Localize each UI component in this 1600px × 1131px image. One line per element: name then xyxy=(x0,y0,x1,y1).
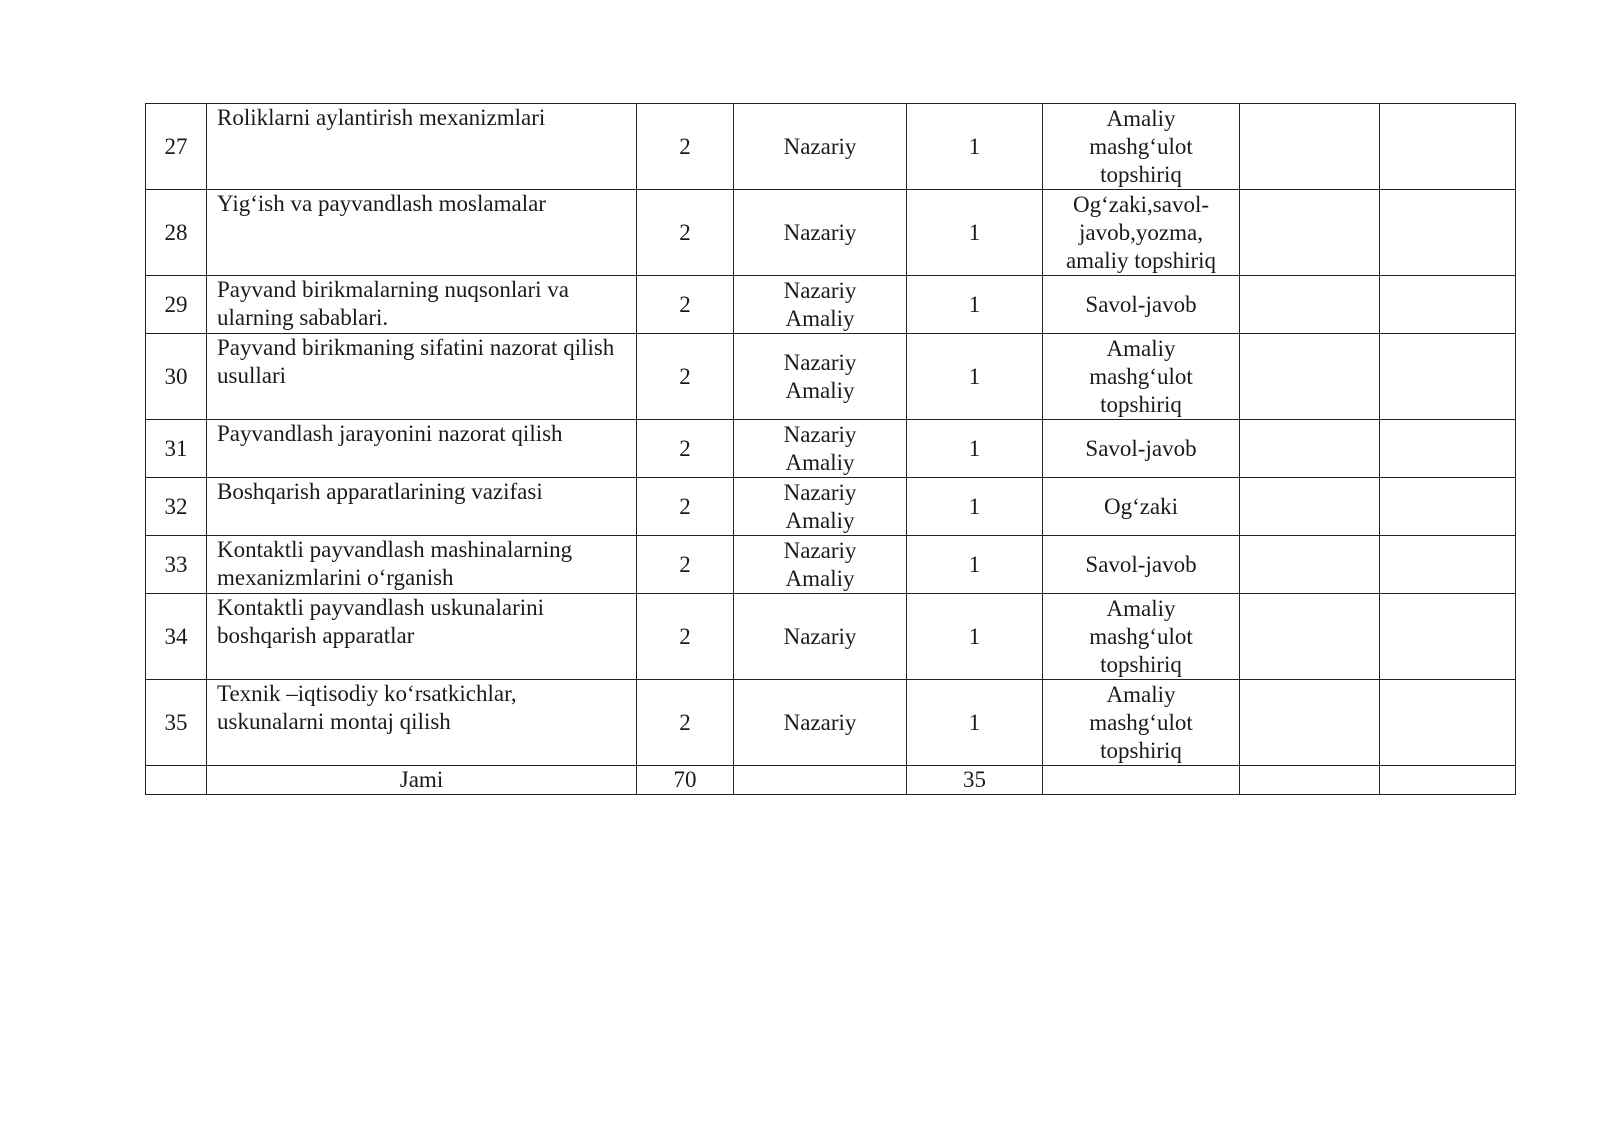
lesson-type-line: Amaliy xyxy=(785,449,855,475)
lesson-type-cell xyxy=(734,536,907,594)
empty-cell-8 xyxy=(1380,478,1516,536)
assessment-line: Amaliy xyxy=(1106,105,1176,131)
table-row xyxy=(146,334,1516,420)
hours-cell: 2 xyxy=(637,478,734,536)
empty-cell-8 xyxy=(1380,536,1516,594)
lesson-type-cell xyxy=(734,190,907,276)
assessment-line: Og‘zaki,savol- xyxy=(1072,191,1210,217)
assessment-line: topshiriq xyxy=(1100,391,1182,417)
independent-hours-cell: 1 xyxy=(907,594,1043,680)
table-row xyxy=(146,594,1516,680)
lesson-type-line: Nazariy xyxy=(783,537,857,563)
assessment-cell xyxy=(1043,536,1240,594)
topic-cell: Payvand birikmaning sifatini nazorat qilish usullari xyxy=(207,334,637,420)
lesson-type-line: Nazariy xyxy=(783,709,857,735)
table-row xyxy=(146,276,1516,334)
assessment-cell xyxy=(1043,680,1240,766)
lesson-type-cell xyxy=(734,680,907,766)
row-number-cell: 29 xyxy=(146,276,207,334)
assessment-line: mashg‘ulot xyxy=(1089,623,1193,649)
lesson-type-cell xyxy=(734,420,907,478)
topic-cell: Payvand birikmalarning nuqsonlari va ularning sabablari. xyxy=(207,276,637,334)
assessment-cell xyxy=(1043,420,1240,478)
assessment-line: topshiriq xyxy=(1100,737,1182,763)
table-body xyxy=(146,104,1516,795)
empty-cell-8 xyxy=(1380,680,1516,766)
assessment-line: Amaliy xyxy=(1106,335,1176,361)
assessment-cell xyxy=(1043,478,1240,536)
lesson-type-cell xyxy=(734,594,907,680)
topic-cell: Texnik –iqtisodiy ko‘rsatkichlar, uskunalarni montaj qilish xyxy=(207,680,637,766)
hours-cell: 2 xyxy=(637,190,734,276)
topic-cell: Kontaktli payvandlash mashinalarning mexanizmlarini o‘rganish xyxy=(207,536,637,594)
lesson-type-cell xyxy=(734,478,907,536)
assessment-cell xyxy=(1043,594,1240,680)
empty-cell-7 xyxy=(1240,536,1380,594)
lesson-type-line: Nazariy xyxy=(783,277,857,303)
topic-cell: Boshqarish apparatlarining vazifasi xyxy=(207,478,637,536)
lesson-type-line: Nazariy xyxy=(783,623,857,649)
empty-cell-8 xyxy=(1380,276,1516,334)
assessment-line: Savol-javob xyxy=(1085,551,1197,577)
topic-cell: Kontaktli payvandlash uskunalarini boshqarish apparatlar xyxy=(207,594,637,680)
table-row xyxy=(146,104,1516,190)
empty-cell-7 xyxy=(1240,276,1380,334)
empty-cell-8 xyxy=(1380,334,1516,420)
assessment-line: Amaliy xyxy=(1106,595,1176,621)
row-number-cell: 30 xyxy=(146,334,207,420)
lesson-type-line: Nazariy xyxy=(783,479,857,505)
total-independent-cell: 35 xyxy=(907,766,1043,795)
total-empty-cell xyxy=(146,766,207,795)
independent-hours-cell: 1 xyxy=(907,680,1043,766)
independent-hours-cell: 1 xyxy=(907,478,1043,536)
hours-cell: 2 xyxy=(637,536,734,594)
independent-hours-cell: 1 xyxy=(907,276,1043,334)
total-row xyxy=(146,766,1516,795)
assessment-line: mashg‘ulot xyxy=(1089,709,1193,735)
total-empty-cell xyxy=(734,766,907,795)
lesson-type-cell xyxy=(734,334,907,420)
empty-cell-7 xyxy=(1240,594,1380,680)
lesson-plan-table xyxy=(145,103,1516,795)
total-hours-cell: 70 xyxy=(637,766,734,795)
table-row xyxy=(146,680,1516,766)
hours-cell: 2 xyxy=(637,334,734,420)
assessment-line: javob,yozma, xyxy=(1079,219,1203,245)
empty-cell-7 xyxy=(1240,334,1380,420)
empty-cell-7 xyxy=(1240,478,1380,536)
empty-cell-7 xyxy=(1240,680,1380,766)
total-empty-cell xyxy=(1043,766,1240,795)
empty-cell-8 xyxy=(1380,420,1516,478)
empty-cell-7 xyxy=(1240,190,1380,276)
assessment-cell xyxy=(1043,334,1240,420)
assessment-line: mashg‘ulot xyxy=(1089,363,1193,389)
lesson-type-line: Nazariy xyxy=(783,219,857,245)
assessment-line: Savol-javob xyxy=(1085,291,1197,317)
table-row xyxy=(146,420,1516,478)
row-number-cell: 34 xyxy=(146,594,207,680)
independent-hours-cell: 1 xyxy=(907,190,1043,276)
hours-cell: 2 xyxy=(637,594,734,680)
assessment-line: mashg‘ulot xyxy=(1089,133,1193,159)
assessment-cell xyxy=(1043,276,1240,334)
lesson-type-line: Amaliy xyxy=(785,565,855,591)
empty-cell-7 xyxy=(1240,104,1380,190)
hours-cell: 2 xyxy=(637,680,734,766)
row-number-cell: 27 xyxy=(146,104,207,190)
assessment-line: Og‘zaki xyxy=(1103,493,1179,519)
assessment-line: topshiriq xyxy=(1100,161,1182,187)
empty-cell-8 xyxy=(1380,190,1516,276)
row-number-cell: 31 xyxy=(146,420,207,478)
independent-hours-cell: 1 xyxy=(907,104,1043,190)
lesson-type-line: Nazariy xyxy=(783,349,857,375)
table-row xyxy=(146,478,1516,536)
independent-hours-cell: 1 xyxy=(907,334,1043,420)
independent-hours-cell: 1 xyxy=(907,420,1043,478)
assessment-line: amaliy topshiriq xyxy=(1065,247,1217,273)
empty-cell-7 xyxy=(1240,420,1380,478)
assessment-line: topshiriq xyxy=(1100,651,1182,677)
assessment-line: Amaliy xyxy=(1106,681,1176,707)
row-number-cell: 28 xyxy=(146,190,207,276)
lesson-type-line: Amaliy xyxy=(785,377,855,403)
lesson-type-line: Amaliy xyxy=(785,305,855,331)
hours-cell: 2 xyxy=(637,420,734,478)
table-row xyxy=(146,190,1516,276)
row-number-cell: 35 xyxy=(146,680,207,766)
topic-cell: Yig‘ish va payvandlash moslamalar xyxy=(207,190,637,276)
table-row xyxy=(146,536,1516,594)
empty-cell-8 xyxy=(1380,594,1516,680)
assessment-cell xyxy=(1043,190,1240,276)
total-label-cell: Jami xyxy=(207,766,637,795)
topic-cell: Payvandlash jarayonini nazorat qilish xyxy=(207,420,637,478)
independent-hours-cell: 1 xyxy=(907,536,1043,594)
total-empty-cell xyxy=(1240,766,1380,795)
hours-cell: 2 xyxy=(637,104,734,190)
total-empty-cell xyxy=(1380,766,1516,795)
lesson-type-line: Amaliy xyxy=(785,507,855,533)
row-number-cell: 33 xyxy=(146,536,207,594)
assessment-line: Savol-javob xyxy=(1085,435,1197,461)
assessment-cell xyxy=(1043,104,1240,190)
hours-cell: 2 xyxy=(637,276,734,334)
row-number-cell: 32 xyxy=(146,478,207,536)
lesson-type-cell xyxy=(734,276,907,334)
lesson-type-line: Nazariy xyxy=(783,421,857,447)
lesson-type-cell xyxy=(734,104,907,190)
empty-cell-8 xyxy=(1380,104,1516,190)
lesson-type-line: Nazariy xyxy=(783,133,857,159)
topic-cell: Roliklarni aylantirish mexanizmlari xyxy=(207,104,637,190)
